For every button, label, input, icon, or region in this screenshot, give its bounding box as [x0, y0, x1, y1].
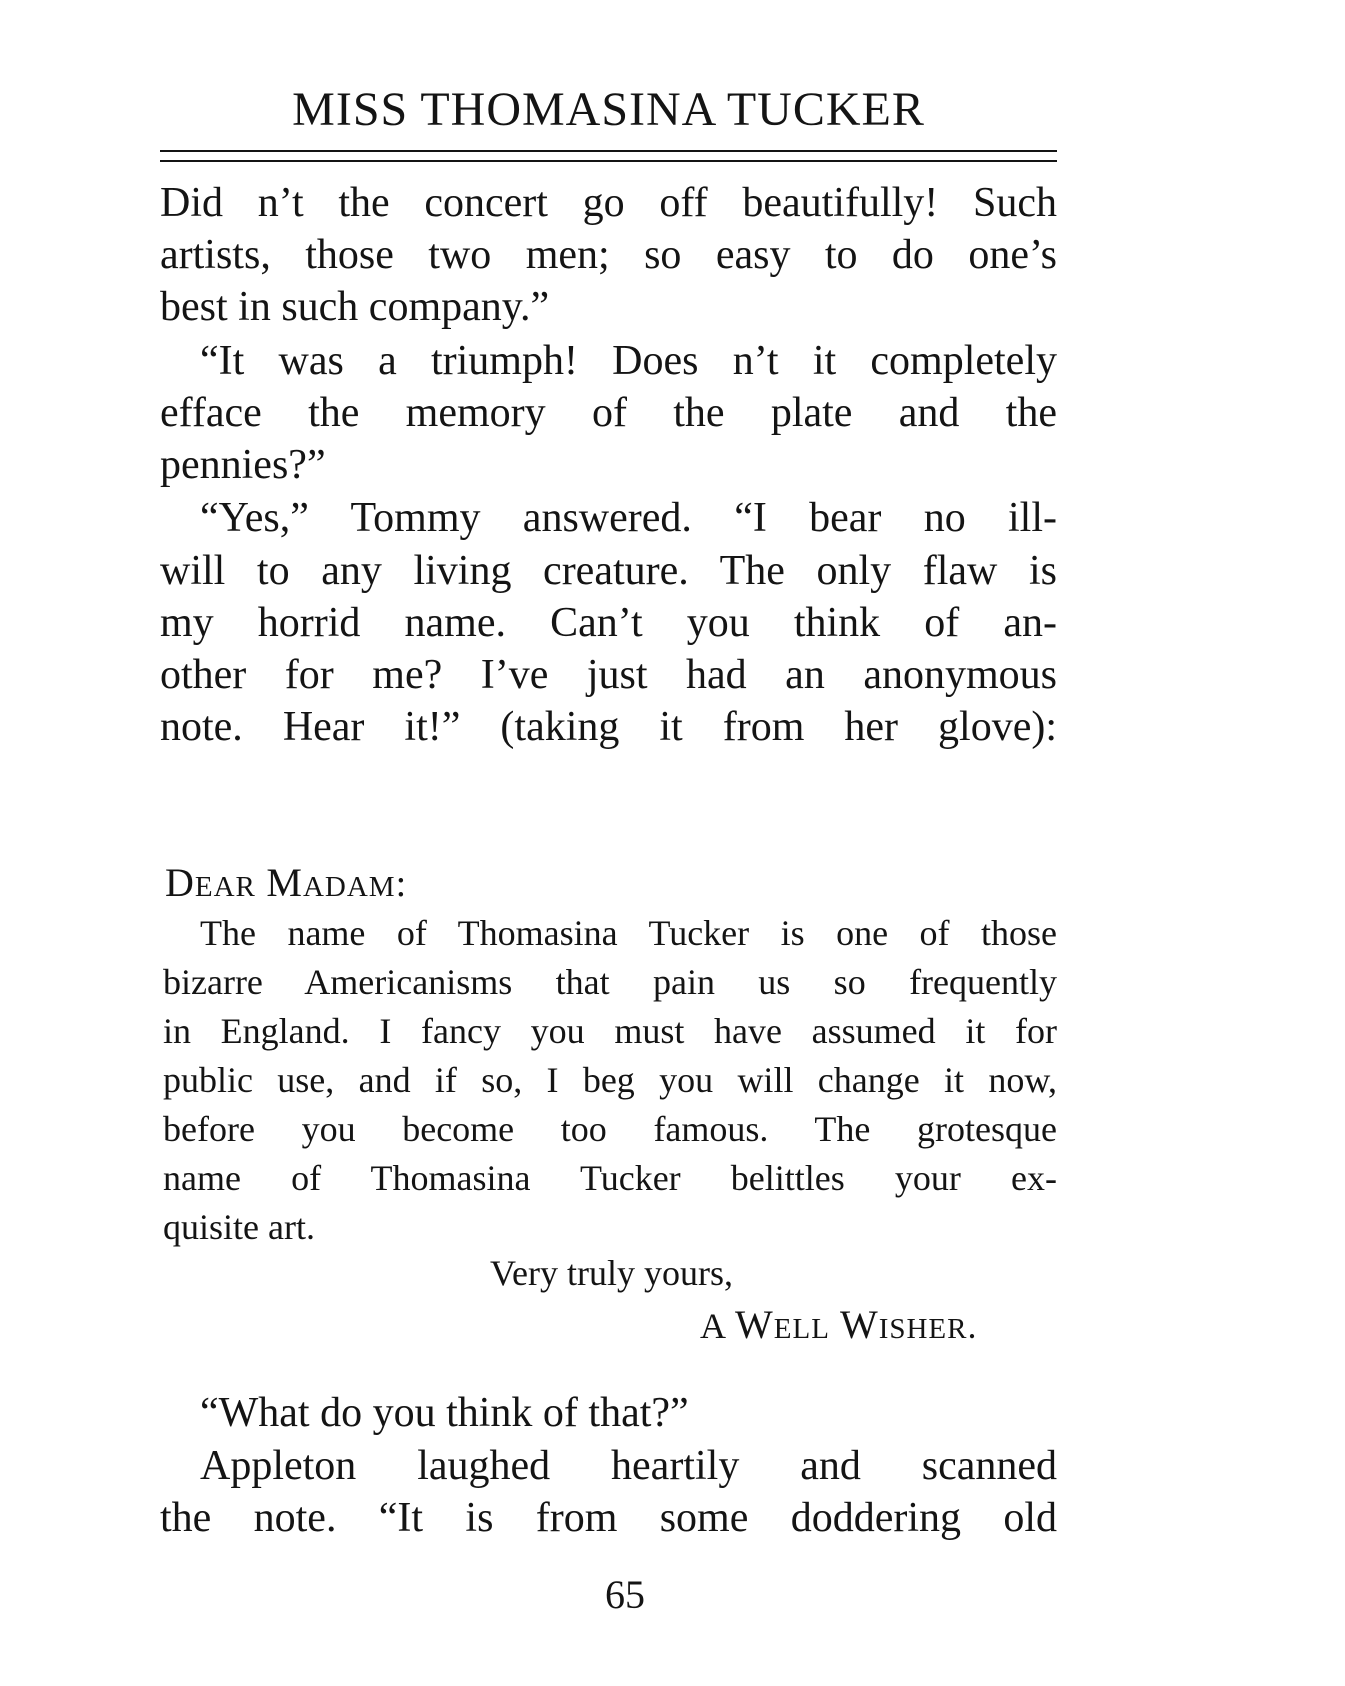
letter-line: public use, and if so, I beg you will change it now,	[163, 1060, 1057, 1100]
text-line: my horrid name. Can’t you think of an-	[160, 600, 1057, 646]
text-line: note. Hear it!” (taking it from her glove):	[160, 704, 1057, 750]
text-line: the note. “It is from some doddering old	[160, 1495, 1057, 1541]
page-number: 65	[605, 1572, 645, 1617]
signature-initial: W	[839, 1302, 879, 1347]
text-line: “It was a triumph! Does n’t it completely	[200, 338, 1057, 384]
salutation-punct: :	[395, 863, 408, 905]
text-line: Did n’t the concert go off beautifully! Such	[160, 180, 1057, 226]
letter-line: The name of Thomasina Tucker is one of those	[200, 913, 1057, 953]
letter-closing: Very truly yours,	[490, 1253, 733, 1293]
letter-signature	[700, 1302, 978, 1347]
letter-line: in England. I fancy you must have assumed it for	[163, 1011, 1057, 1051]
text-line: Appleton laughed heartily and scanned	[200, 1443, 1057, 1489]
letter-line: quisite art.	[163, 1207, 315, 1247]
signature-smallcaps: ELL	[773, 1313, 830, 1345]
salutation-smallcaps: ADAM	[302, 871, 396, 903]
signature-smallcaps: ISHER	[878, 1313, 968, 1345]
text-line: artists, those two men; so easy to do one’s	[160, 232, 1057, 278]
text-line: will to any living creature. The only flaw is	[160, 548, 1057, 594]
salutation-smallcaps: EAR	[194, 871, 256, 903]
signature-initial: W	[735, 1302, 774, 1347]
text-line: “What do you think of that?”	[200, 1390, 689, 1436]
letter-line: before you become too famous. The grotesque	[163, 1109, 1057, 1149]
text-line: “Yes,” Tommy answered. “I bear no ill-	[200, 495, 1057, 541]
text-line: other for me? I’ve just had an anonymous	[160, 652, 1057, 698]
signature-article: A	[700, 1306, 726, 1346]
running-head: MISS THOMASINA TUCKER	[292, 83, 925, 136]
text-line: efface the memory of the plate and the	[160, 390, 1057, 436]
salutation-initial: M	[266, 860, 303, 905]
letter-line: name of Thomasina Tucker belittles your ex-	[163, 1158, 1057, 1198]
letter-line: bizarre Americanisms that pain us so frequently	[163, 962, 1057, 1002]
letter-salutation	[165, 860, 408, 905]
header-rule-top	[160, 150, 1057, 152]
salutation-initial: D	[165, 860, 195, 905]
text-line: best in such company.”	[160, 284, 550, 330]
signature-punct: .	[967, 1306, 978, 1346]
header-rule-bottom	[160, 160, 1057, 162]
text-line: pennies?”	[160, 442, 326, 488]
